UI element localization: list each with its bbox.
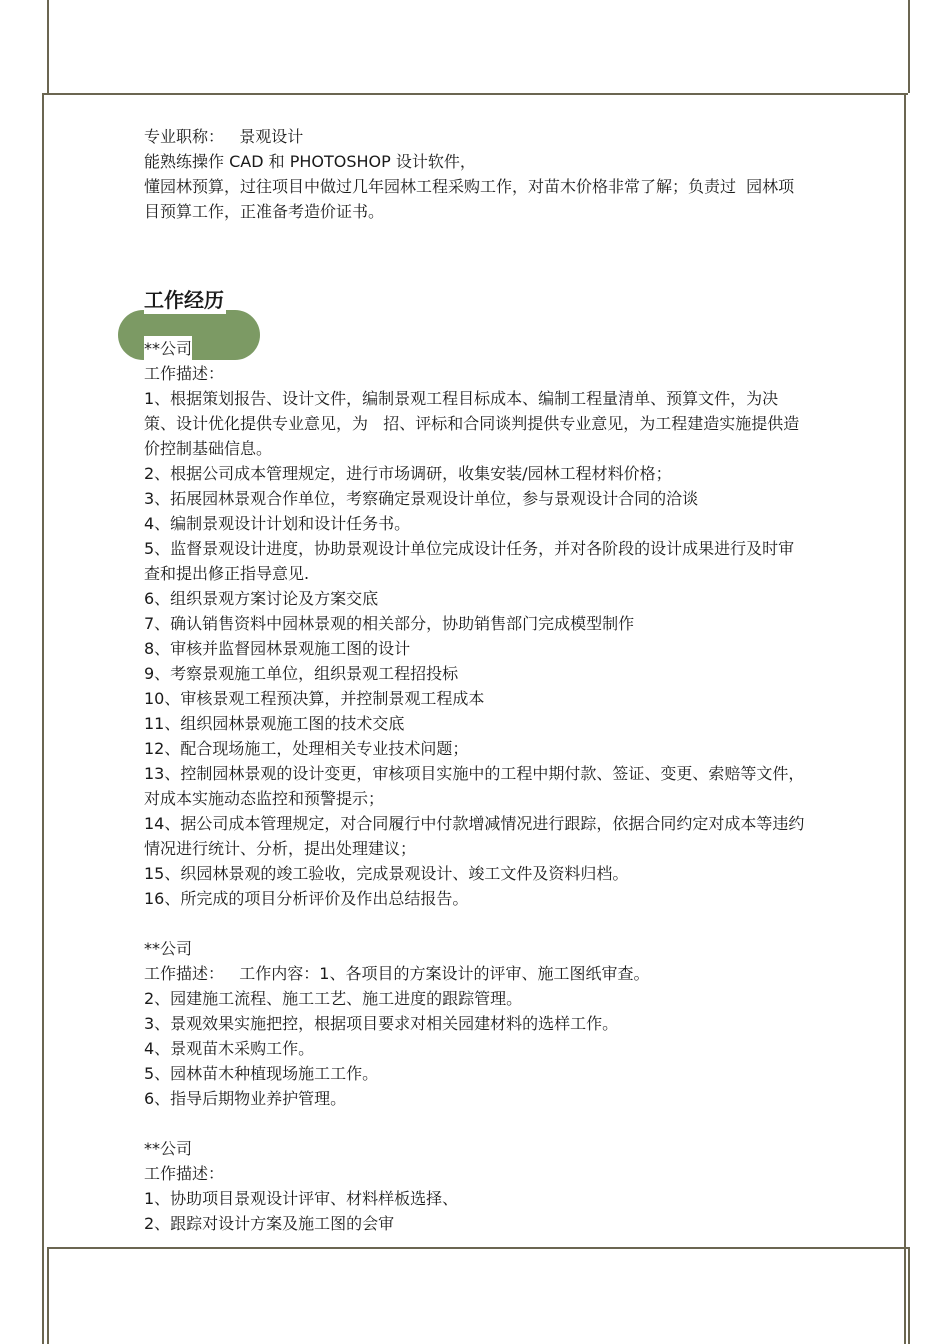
job-entry-1 <box>144 336 810 911</box>
job-duty-item: 1、根据策划报告、设计文件，编制景观工程目标成本、编制工程量清单、预算文件，为决策、设计优化提供专业意见，为 招、评标和合同谈判提供专业意见，为工程建造实施提供造价控制基础信息。 <box>144 389 800 458</box>
job-duty-item: 7、确认销售资料中园林景观的相关部分，协助销售部门完成模型制作 <box>144 614 635 633</box>
frame-horizontal-bottom <box>47 1247 910 1249</box>
job-duty-item: 4、景观苗木采购工作。 <box>144 1039 315 1058</box>
job-description-label: 工作描述： <box>144 1164 225 1183</box>
frame-horizontal-top <box>42 93 908 95</box>
frame-bottom-left-vertical <box>47 1249 49 1344</box>
job-duty-item: 12、配合现场施工，处理相关专业技术问题； <box>144 739 469 758</box>
frame-left-vertical <box>42 93 44 1344</box>
job-entry-3 <box>144 1136 810 1236</box>
job-duty-item: 13、控制园林景观的设计变更，审核项目实施中的工程中期付款、签证、变更、索赔等文件，对成本实施动态监控和预警提示； <box>144 764 805 808</box>
job-duty-item: 10、审核景观工程预决算，并控制景观工程成本 <box>144 689 485 708</box>
job-duty-item: 4、编制景观设计计划和设计任务书。 <box>144 514 411 533</box>
job-duty-item: 9、考察景观施工单位，组织景观工程招投标 <box>144 664 459 683</box>
section-title-work-experience: 工作经历 <box>144 288 224 312</box>
professional-title-row <box>144 124 810 149</box>
frame-top-right-vertical <box>908 0 910 93</box>
job-duty-item: 5、监督景观设计进度，协助景观设计单位完成设计任务，并对各阶段的设计成果进行及时审查和提出修正指导意见. <box>144 539 795 583</box>
profile-line-1: 能熟练操作 CAD 和 PHOTOSHOP 设计软件， <box>144 152 476 171</box>
job-duty-item: 11、组织园林景观施工图的技术交底 <box>144 714 405 733</box>
job-duty-item: 5、园林苗木种植现场施工工作。 <box>144 1064 379 1083</box>
resume-content <box>144 124 810 1236</box>
job-duty-item: 6、指导后期物业养护管理。 <box>144 1089 347 1108</box>
job-duty-item: 14、据公司成本管理规定，对合同履行中付款增减情况进行跟踪，依据合同约定对成本等违约情况进行统计、分析，提出处理建议； <box>144 814 805 858</box>
job-description-inline: 工作内容：1、各项目的方案设计的评审、施工图纸审查。 <box>239 964 650 983</box>
job-description-row <box>144 961 810 986</box>
company-name: **公司 <box>144 1139 193 1158</box>
job-duty-item: 2、跟踪对设计方案及施工图的会审 <box>144 1214 395 1233</box>
job-duty-item: 16、所完成的项目分析评价及作出总结报告。 <box>144 889 469 908</box>
work-experience-heading-block <box>144 286 810 336</box>
job-duty-item: 2、根据公司成本管理规定，进行市场调研，收集安装/园林工程材料价格； <box>144 464 672 483</box>
professional-title-label: 专业职称： <box>144 127 225 146</box>
profile-line-2: 懂园林预算，过往项目中做过几年园林工程采购工作，对苗木价格非常了解；负责过 园林项目预算工作，正准备考造价证书。 <box>144 177 795 221</box>
job-duty-item: 2、园建施工流程、施工工艺、施工进度的跟踪管理。 <box>144 989 523 1008</box>
job-description-label: 工作描述： <box>144 364 225 383</box>
job-duty-item: 15、织园林景观的竣工验收，完成景观设计、竣工文件及资料归档。 <box>144 864 629 883</box>
job-entry-2 <box>144 936 810 1111</box>
company-name: **公司 <box>144 336 192 361</box>
job-duty-item: 6、组织景观方案讨论及方案交底 <box>144 589 379 608</box>
job-duty-item: 3、拓展园林景观合作单位，考察确定景观设计单位，参与景观设计合同的洽谈 <box>144 489 699 508</box>
company-name: **公司 <box>144 939 193 958</box>
frame-top-left-vertical <box>47 0 49 93</box>
frame-bottom-right-vertical <box>908 1249 910 1344</box>
frame-right-vertical <box>904 93 906 1344</box>
job-duty-item: 3、景观效果实施把控，根据项目要求对相关园建材料的选样工作。 <box>144 1014 619 1033</box>
job-duty-item: 1、协助项目景观设计评审、材料样板选择、 <box>144 1189 459 1208</box>
job-description-label: 工作描述： <box>144 964 225 983</box>
job-duty-item: 8、审核并监督园林景观施工图的设计 <box>144 639 411 658</box>
professional-title-value: 景观设计 <box>239 127 304 146</box>
